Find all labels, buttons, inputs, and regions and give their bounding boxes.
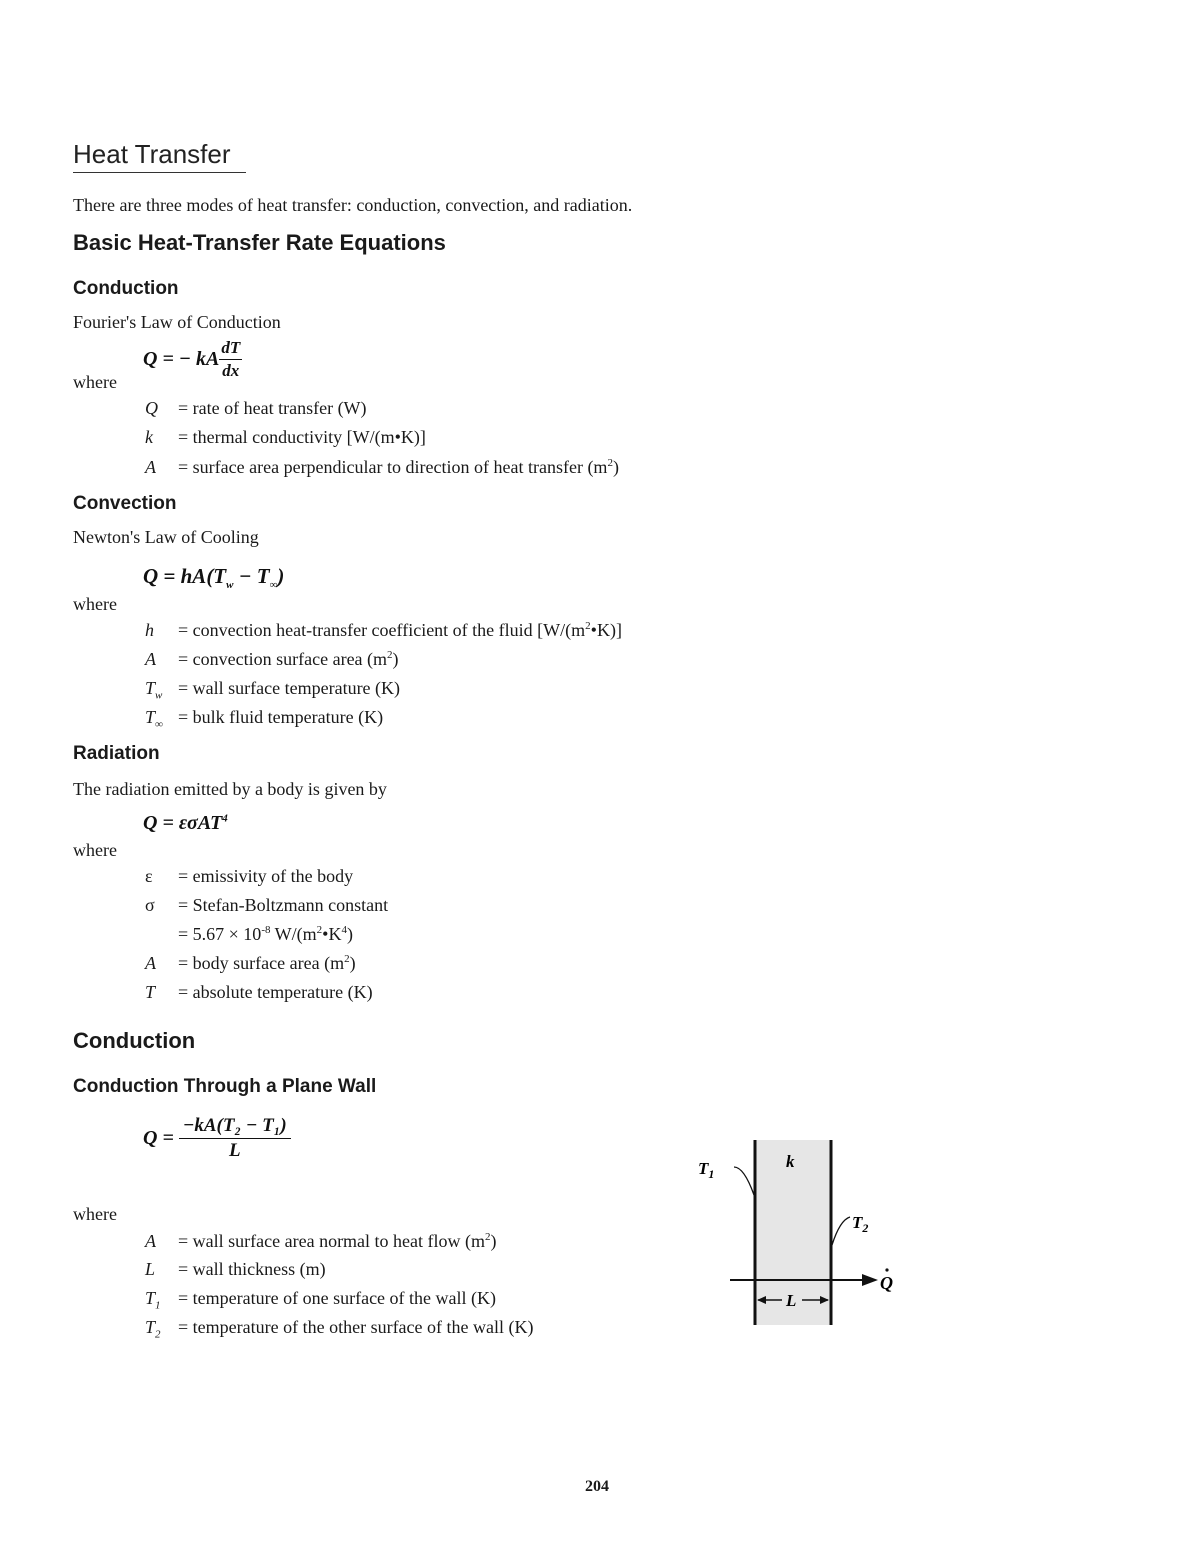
- newton-law-label: Newton's Law of Cooling: [73, 527, 259, 547]
- t2-leader-line: [832, 1217, 850, 1245]
- conduction-heading: Conduction: [73, 278, 179, 299]
- page-title: Heat Transfer: [73, 139, 231, 169]
- radiation-equation: Q = εσAT$^4$: [143, 812, 228, 834]
- def-symbol: σ: [145, 895, 155, 915]
- thickness-label: L: [786, 1291, 797, 1310]
- def-symbol: T: [145, 982, 156, 1002]
- title-underline: [73, 172, 246, 173]
- def-symbol: $T_w$: [145, 678, 163, 702]
- def-text: = absolute temperature (K): [178, 982, 373, 1002]
- def-text: = rate of heat transfer (W): [178, 398, 367, 418]
- def-text: = bulk fluid temperature (K): [178, 707, 384, 727]
- def-text: = wall surface area normal to heat flow $(m^2)$: [178, 1231, 497, 1251]
- where-label: where: [73, 1204, 117, 1224]
- plane-wall-eq-numerator: −kA(T₂ − T₁): [179, 1115, 291, 1139]
- fourier-eq-denominator: dx: [222, 361, 240, 380]
- def-text: = surface area perpendicular to direction of heat transfer $(m^2)$: [178, 457, 619, 477]
- plane-wall-eq-denominator: L: [228, 1140, 241, 1161]
- t1-label: $T_1$: [698, 1159, 715, 1181]
- def-text: = convection surface area $(m^2)$: [178, 649, 399, 669]
- def-symbol: $T_\infty$: [145, 707, 163, 731]
- heat-rate-dot: [885, 1268, 888, 1271]
- radiation-heading: Radiation: [73, 743, 160, 764]
- def-symbol: h: [145, 620, 154, 640]
- def-symbol: A: [145, 457, 156, 477]
- def-text: = thermal conductivity [W/(m•K)]: [178, 427, 426, 447]
- plane-wall-diagram: [690, 1135, 910, 1330]
- intro-text: There are three modes of heat transfer: conduction, convection, and radiation.: [73, 195, 633, 215]
- plane-wall-equation: Q = $\frac{\text{−kA(T₂ − T₁)}}{L}$: [143, 1115, 291, 1162]
- newton-equation: $Q = hA(T_w - T_\infty)$: [143, 564, 285, 592]
- def-text: = body surface area $(m^2)$: [178, 953, 356, 973]
- heat-rate-label: Q: [880, 1273, 893, 1293]
- def-text: = Stefan-Boltzmann constant: [178, 895, 389, 915]
- fourier-equation: [143, 338, 242, 381]
- def-text: = $5.67 \times 10^{-8}$ $W/(m^2•K^4)$: [178, 924, 353, 944]
- page-number: 204: [585, 1478, 609, 1495]
- radiation-law-label: The radiation emitted by a body is given by: [73, 779, 387, 799]
- def-symbol: A: [145, 1231, 156, 1251]
- def-symbol: Q: [145, 398, 158, 418]
- def-symbol: $T_1$: [145, 1288, 161, 1312]
- def-symbol: A: [145, 649, 156, 669]
- def-text: = wall thickness (m): [178, 1259, 326, 1279]
- def-symbol: k: [145, 427, 153, 447]
- conduction-section-heading: Conduction: [73, 1028, 196, 1053]
- where-label: where: [73, 840, 117, 860]
- heat-flow-arrowhead: [862, 1274, 878, 1286]
- convection-heading: Convection: [73, 493, 177, 514]
- def-text: = temperature of the other surface of the wall (K): [178, 1317, 534, 1337]
- fourier-eq-mid: = − kA: [157, 348, 220, 370]
- where-label: where: [73, 594, 117, 614]
- def-symbol: L: [145, 1259, 156, 1279]
- where-label: where: [73, 372, 117, 392]
- def-symbol: ε: [145, 866, 153, 886]
- fourier-eq-lhs: Q: [143, 348, 158, 370]
- fourier-eq-numerator: dT: [219, 338, 242, 360]
- def-symbol: $T_2$: [145, 1317, 161, 1341]
- def-text: = emissivity of the body: [178, 866, 354, 886]
- def-symbol: A: [145, 953, 156, 973]
- def-text: = wall surface temperature (K): [178, 678, 401, 698]
- t2-label: $T_2$: [852, 1213, 869, 1235]
- def-text: = convection heat-transfer coefficient of the fluid $[W/(m^2•K)]$: [178, 620, 622, 640]
- t1-leader-line: [734, 1167, 754, 1195]
- wall-k-label: k: [786, 1152, 795, 1171]
- plane-wall-heading: Conduction Through a Plane Wall: [73, 1076, 377, 1097]
- basic-equations-heading: Basic Heat-Transfer Rate Equations: [73, 230, 446, 255]
- fourier-law-label: Fourier's Law of Conduction: [73, 312, 281, 332]
- def-text: = temperature of one surface of the wall (K): [178, 1288, 497, 1308]
